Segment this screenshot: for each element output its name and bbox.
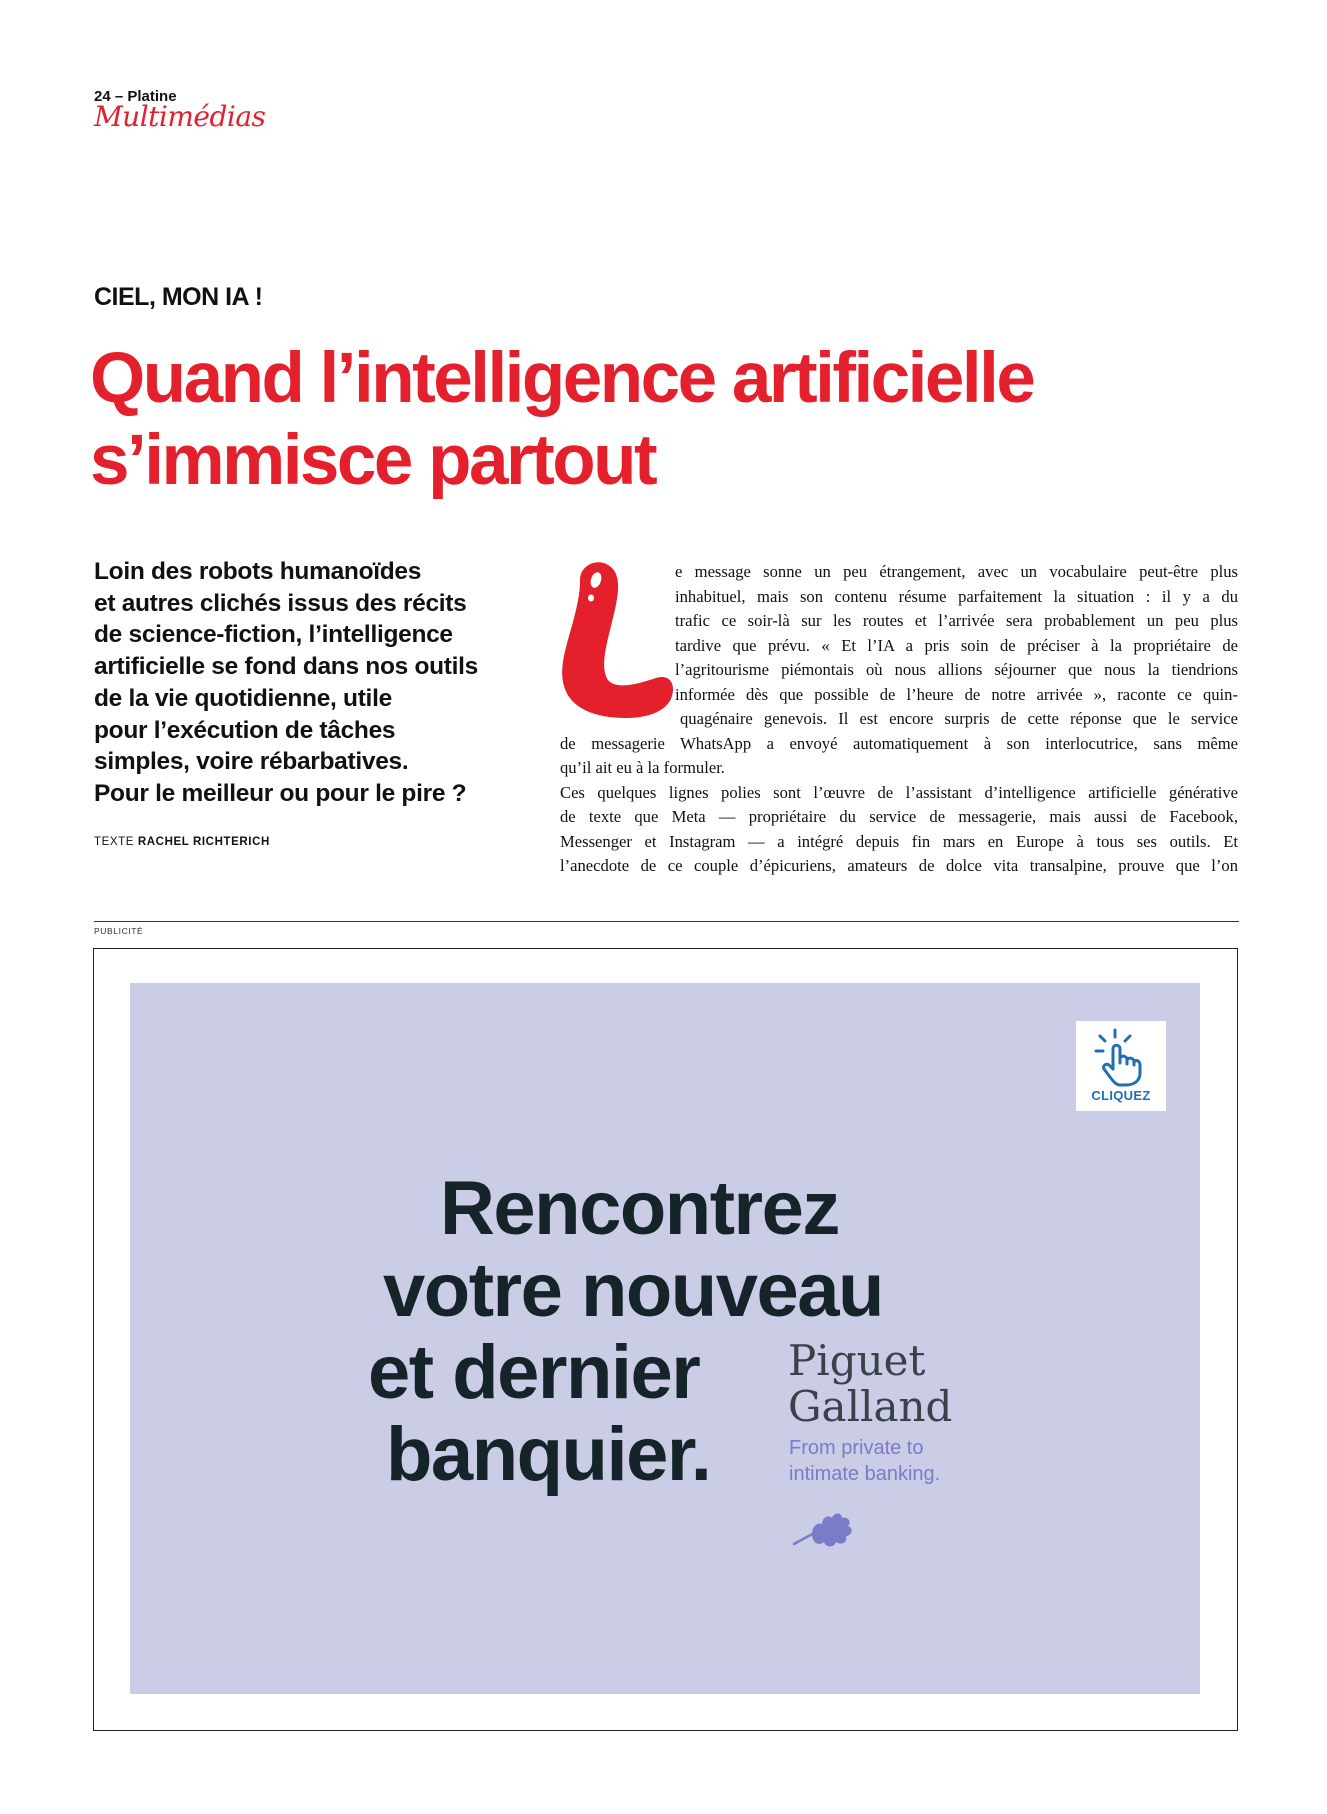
- body-line: l’agritourisme piémontais où nous allions séjourner que nous la tiendrions: [675, 660, 1238, 679]
- body-line: quagénaire genevois. Il est encore surpris de cette réponse que le service: [680, 709, 1238, 728]
- article-byline: [94, 836, 270, 848]
- body-line: e message sonne un peu étrangement, avec un vocabulaire peut-être plus: [675, 562, 1238, 581]
- brand-line: Piguet: [788, 1336, 926, 1385]
- cta-click-button[interactable]: [1076, 1021, 1166, 1111]
- advert-label: PUBLICITÉ: [94, 926, 144, 936]
- article-body: [560, 560, 1238, 879]
- tagline-line: intimate banking.: [789, 1463, 941, 1485]
- body-line: inhabituel, mais son contenu résume parfaitement la situation : il y a du: [675, 586, 1238, 606]
- article-kicker: CIEL, MON IA !: [94, 283, 263, 311]
- advert-brand-name: [788, 1338, 952, 1430]
- lede-line: de la vie quotidienne, utile: [94, 684, 392, 712]
- advert-tagline: [789, 1435, 940, 1487]
- byline-label: TEXTE: [94, 836, 135, 848]
- advert-headline-line: votre nouveau: [383, 1248, 883, 1333]
- brand-line: Galland: [788, 1382, 953, 1431]
- advert-headline-line: banquier.: [386, 1412, 711, 1497]
- lede-line: Loin des robots humanoïdes: [94, 558, 422, 585]
- body-line: tardive que prévu. « Et l’IA a pris soin de préciser à la propriétaire de: [675, 635, 1238, 655]
- body-line: informée dès que possible de l’heure de notre arrivée », raconte ce quin-: [675, 684, 1238, 704]
- body-line: l’anecdote de ce couple d’épicuriens, amateurs de dolce vita transalpine, prouve que l’on: [560, 856, 1238, 875]
- article-lede: [94, 556, 564, 810]
- advert-headline-line: Rencontrez: [440, 1166, 839, 1251]
- cta-label: CLIQUEZ: [1091, 1088, 1151, 1103]
- article-headline: [90, 338, 1250, 502]
- body-line: de texte que Meta — propriétaire du service de messagerie, mais aussi de Facebook,: [560, 807, 1238, 826]
- lede-line: et autres clichés issus des récits: [94, 589, 467, 617]
- page-folio: 24 – Platine: [94, 88, 177, 105]
- body-line: Messenger et Instagram — a intégré depuis fin mars en Europe à tous ses outils. Et: [560, 831, 1238, 851]
- body-line: trafic ce soir-là sur les routes et l’arrivée sera probablement un peu plus: [675, 611, 1238, 630]
- tap-hand-icon: [1076, 1021, 1166, 1087]
- section-title: Multimédias: [94, 100, 266, 133]
- lede-line: artificielle se fond dans nos outils: [94, 653, 478, 681]
- body-line: de messagerie WhatsApp a envoyé automatiquement à son interlocutrice, sans même: [560, 733, 1238, 753]
- lede-line: pour l’exécution de tâches: [94, 716, 396, 744]
- advert-headline-line: et dernier: [368, 1330, 700, 1415]
- headline-line: Quand l’intelligence artificielle: [90, 339, 1034, 418]
- headline-line: s’immisce partout: [90, 421, 656, 500]
- lede-line: simples, voire rébarbatives.: [94, 748, 409, 776]
- body-line: qu’il ait eu à la formuler.: [560, 758, 725, 777]
- body-line: Ces quelques lignes polies sont l’œuvre de l’assistant d’intelligence artificielle générative: [560, 782, 1238, 802]
- advert-divider: [94, 921, 1239, 922]
- lede-line: Pour le meilleur ou pour le pire ?: [94, 779, 467, 807]
- byline-author: RACHEL RICHTERICH: [137, 836, 270, 848]
- oak-leaf-icon: [786, 1510, 856, 1550]
- tagline-line: From private to: [789, 1437, 924, 1459]
- lede-line: de science-fiction, l’intelligence: [94, 621, 453, 649]
